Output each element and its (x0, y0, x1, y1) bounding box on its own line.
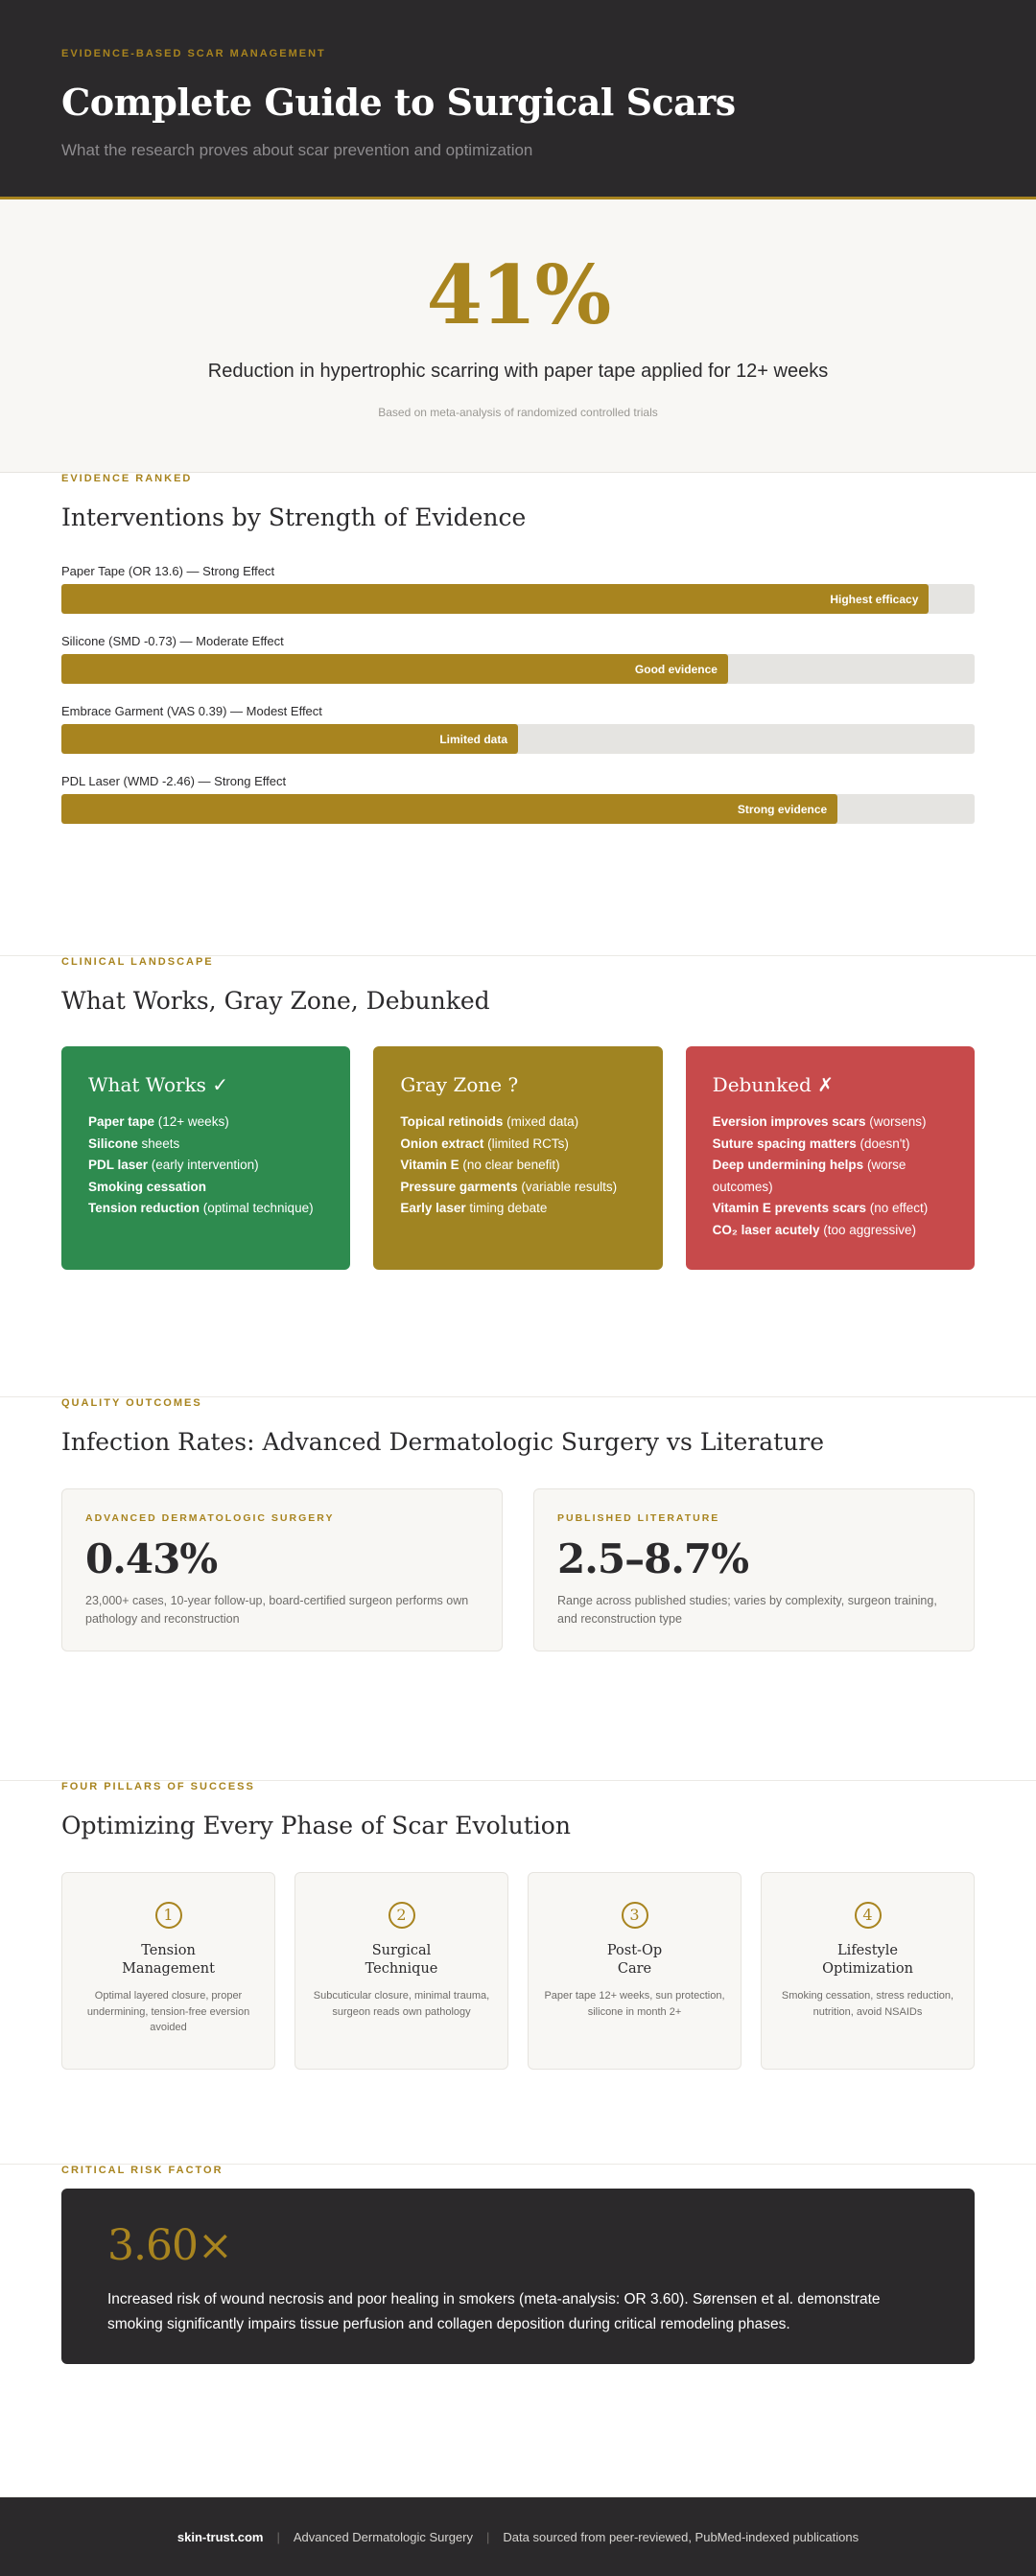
evidence-bar-tag: Strong evidence (737, 802, 828, 816)
gray-zone-card (373, 1046, 662, 1270)
evidence-bar-fill (61, 654, 728, 684)
infection-card-label: ADVANCED DERMATOLOGIC SURGERY (85, 1512, 335, 1524)
evidence-bar-row (61, 634, 975, 684)
evidence-bar-row (61, 564, 975, 614)
list-item: Vitamin E (no clear benefit) (400, 1158, 560, 1172)
pillar-description: Optimal layered closure, proper undermining, tension-free eversion avoided (86, 1990, 250, 2033)
evidence-bar-fill (61, 584, 929, 614)
footer-separator: | (276, 2529, 280, 2544)
risk-text: Increased risk of wound necrosis and poor healing in smokers (meta-analysis: OR 3.60). Sørensen et al. demonstrate smoking significantly impairs tissue perfusion and collagen deposition during critical remodeling phases. (107, 2291, 881, 2332)
risk-callout (61, 2189, 975, 2364)
infection-section (0, 1397, 1036, 1781)
list-item: Onion extract (limited RCTs) (400, 1136, 569, 1151)
infection-card-ads (61, 1488, 503, 1651)
pillar-card-tension (61, 1872, 275, 2070)
debunked-card-title: Debunked ✗ (712, 1073, 834, 1096)
list-item: CO₂ laser acutely (too aggressive) (712, 1222, 917, 1237)
works-list (88, 1112, 323, 1220)
list-item: Smoking cessation (88, 1179, 207, 1194)
list-item: Topical retinoids (mixed data) (400, 1114, 579, 1129)
hero-header (0, 0, 1036, 199)
list-item: Paper tape (12+ weeks) (88, 1114, 229, 1129)
pillar-card-technique (294, 1872, 508, 2070)
list-item: Tension reduction (optimal technique) (88, 1201, 314, 1215)
pillar-number-badge: 3 (622, 1902, 648, 1929)
pillar-card-postop (528, 1872, 742, 2070)
stat-note: Based on meta-analysis of randomized controlled trials (378, 406, 658, 419)
headline-stat (0, 199, 1036, 473)
pillar-title: Tension Management (122, 1943, 215, 1977)
debunked-card (686, 1046, 975, 1270)
infection-card-value: 0.43% (85, 1535, 218, 1582)
gray-zone-list (400, 1112, 635, 1220)
landscape-title: What Works, Gray Zone, Debunked (61, 987, 490, 1015)
footer-separator: | (486, 2529, 490, 2544)
pillar-description: Smoking cessation, stress reduction, nutrition, avoid NSAIDs (781, 1990, 954, 2018)
evidence-bar-fill (61, 724, 518, 754)
evidence-bar-label: Embrace Garment (VAS 0.39) — Modest Effect (61, 704, 322, 718)
pillar-number-badge: 2 (388, 1902, 415, 1929)
evidence-bar-row (61, 704, 975, 754)
list-item: Silicone sheets (88, 1136, 180, 1151)
pillar-description: Paper tape 12+ weeks, sun protection, silicone in month 2+ (544, 1990, 725, 2018)
footer-site-link[interactable]: skin-trust.com (177, 2529, 264, 2544)
infection-card-literature (533, 1488, 975, 1651)
evidence-bar-label: Paper Tape (OR 13.6) — Strong Effect (61, 564, 275, 578)
list-item: Pressure garments (variable results) (400, 1179, 618, 1194)
pillar-title: Surgical Technique (365, 1943, 438, 1977)
infection-card-text: 23,000+ cases, 10-year follow-up, board-certified surgeon performs own pathology and reconstruction (85, 1594, 469, 1626)
list-item: Eversion improves scars (worsens) (712, 1114, 927, 1129)
pillars-eyebrow: FOUR PILLARS OF SUCCESS (61, 1781, 255, 1792)
footer-source: Data sourced from peer-reviewed, PubMed-indexed publications (503, 2529, 859, 2544)
infection-title: Infection Rates: Advanced Dermatologic Surgery vs Literature (61, 1428, 825, 1456)
evidence-bar-tag: Good evidence (634, 662, 718, 676)
list-item: Deep undermining helps (worse outcomes) (712, 1158, 906, 1194)
pillar-number-badge: 1 (155, 1902, 182, 1929)
evidence-bar-label: PDL Laser (WMD -2.46) — Strong Effect (61, 774, 287, 788)
evidence-eyebrow: EVIDENCE RANKED (61, 473, 193, 484)
works-card-title: What Works ✓ (88, 1073, 229, 1096)
pillar-number-badge: 4 (855, 1902, 882, 1929)
page-title: Complete Guide to Surgical Scars (61, 81, 736, 124)
risk-value: 3.60× (107, 2221, 232, 2270)
list-item: Suture spacing matters (doesn't) (712, 1136, 910, 1151)
pillar-title: Post-Op Care (606, 1943, 663, 1977)
evidence-bar-label: Silicone (SMD -0.73) — Moderate Effect (61, 634, 284, 648)
evidence-bar-track (61, 794, 975, 824)
infection-card-label: PUBLISHED LITERATURE (557, 1512, 720, 1524)
evidence-bar-track (61, 724, 975, 754)
hero-subtitle: What the research proves about scar prevention and optimization (61, 141, 533, 159)
evidence-bar-tag: Highest efficacy (830, 592, 919, 606)
evidence-section (0, 473, 1036, 956)
evidence-bar-row (61, 774, 975, 824)
risk-eyebrow: CRITICAL RISK FACTOR (61, 2165, 224, 2176)
footer-org: Advanced Dermatologic Surgery (293, 2529, 474, 2544)
evidence-bar-tag: Limited data (439, 732, 507, 746)
infection-eyebrow: QUALITY OUTCOMES (61, 1397, 202, 1409)
gray-zone-card-title: Gray Zone ? (400, 1073, 519, 1096)
list-item: Vitamin E prevents scars (no effect) (712, 1201, 929, 1215)
pillar-card-lifestyle (761, 1872, 975, 2070)
landscape-eyebrow: CLINICAL LANDSCAPE (61, 956, 214, 968)
pillars-title: Optimizing Every Phase of Scar Evolution (61, 1812, 571, 1839)
landscape-section (0, 956, 1036, 1397)
debunked-list (713, 1112, 948, 1241)
pillar-title: Lifestyle Optimization (822, 1943, 913, 1977)
evidence-title: Interventions by Strength of Evidence (61, 503, 527, 531)
stat-description: Reduction in hypertrophic scarring with paper tape applied for 12+ weeks (207, 361, 829, 382)
works-card (61, 1046, 350, 1270)
risk-section (0, 2165, 1036, 2497)
pillars-section (0, 1781, 1036, 2165)
hero-eyebrow: EVIDENCE-BASED SCAR MANAGEMENT (61, 48, 326, 59)
infection-card-value: 2.5–8.7% (557, 1535, 749, 1582)
list-item: Early laser timing debate (400, 1201, 548, 1215)
evidence-bar-track (61, 584, 975, 614)
site-footer (0, 2497, 1036, 2576)
list-item: PDL laser (early intervention) (88, 1158, 259, 1172)
evidence-bar-track (61, 654, 975, 684)
infection-card-text: Range across published studies; varies by complexity, surgeon training, and reconstruction type (557, 1594, 937, 1626)
evidence-bar-fill (61, 794, 837, 824)
stat-value: 41% (426, 247, 610, 342)
evidence-bar-list (61, 564, 975, 824)
pillar-description: Subcuticular closure, minimal trauma, surgeon reads own pathology (313, 1990, 490, 2018)
